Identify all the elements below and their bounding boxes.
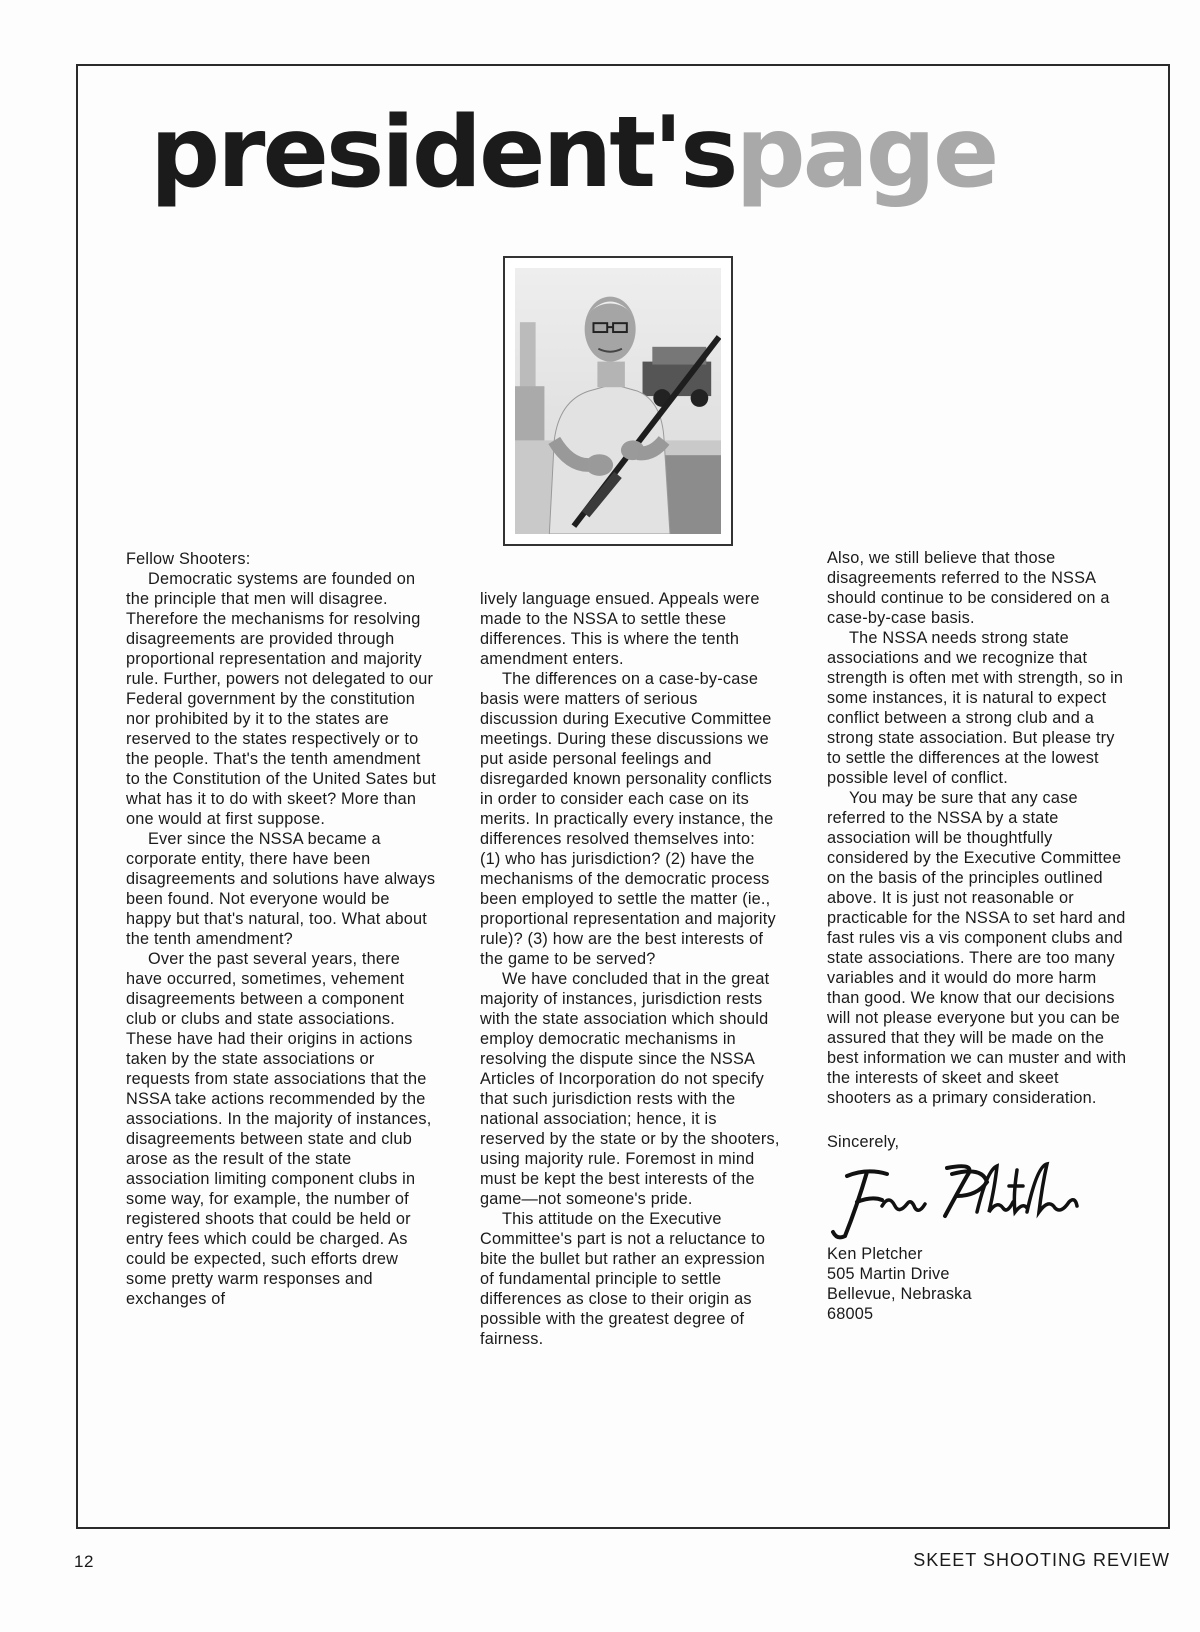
title-dark-part: president's (150, 96, 736, 210)
signer-name: Ken Pletcher (827, 1245, 923, 1263)
portrait-photo-illustration (515, 268, 721, 534)
paragraph: Over the past several years, there have occurred, sometimes, vehement disagreements between a component club or clubs and state associations. These have had their origins in actions taken by the state associations or requests from state associations that the NSSA take actions recommended by the associations. In the majority of instances, disagreements between state and club arose as the result of the state association limiting component clubs in some way, for example, the number of registered shoots that could be held or entry fees which could be charged. As could be expected, such efforts drew some pretty warm responses and exchanges of (126, 950, 432, 1308)
title-light-part: page (735, 96, 997, 210)
page-title (150, 96, 997, 210)
president-photo (503, 256, 733, 546)
page-number: 12 (74, 1552, 94, 1571)
paragraph: lively language ensued. Appeals were made to the NSSA to settle these differences. This is where the tenth amendment enters. (480, 590, 760, 668)
paragraph: Democratic systems are founded on the principle that men will disagree. Therefore the mechanisms for resolving disagreements are provided through proportional representation and majority rule. Further, powers not delegated to our Federal government by the constitution nor prohibited by it to the states are reserved to the states respectively or to the people. That's the tenth amendment to the Constitution of the United Sates but what has it to do with skeet? More than one would at first suppose. (126, 570, 436, 828)
closing: Sincerely, (827, 1133, 900, 1151)
paragraph: Also, we still believe that those disagreements referred to the NSSA should continue to be considered on a case-by-case basis. (827, 549, 1110, 627)
paragraph: We have concluded that in the great majority of instances, jurisdiction rests with the state association which should employ democratic mechanisms in resolving the dispute since the NSSA Articles of Incorporation do not specify that such jurisdiction rests with the national association; hence, it is reserved by the state or by the shooters, using majority rule. Foremost in mind must be kept the best interests of the game—not someone's pride. (480, 970, 780, 1208)
paragraph: You may be sure that any case referred to the NSSA by a state association will be thoughtfully considered by the Executive Committee on the basis of the principles outlined above. It is just not reasonable or practicable for the NSSA to set hard and fast rules vis a vis component clubs and state associations. There are too many variables and it would do more harm than good. We know that our decisions will not please everyone but you can be assured that they will be made on the best information we can muster and with the interests of skeet and skeet shooters as a primary consideration. (827, 789, 1127, 1107)
publication-name: SKEET SHOOTING REVIEW (913, 1550, 1170, 1570)
address-zip: 68005 (827, 1305, 874, 1323)
signature-block (827, 1244, 1127, 1324)
paragraph: Ever since the NSSA became a corporate entity, there have been disagreements and solutions have always been found. Not everyone would be happy but that's natural, too. What about the tenth amendment? (126, 830, 436, 948)
signature-image (827, 1156, 1087, 1242)
column-3 (827, 548, 1127, 1324)
paragraph: This attitude on the Executive Committee's part is not a reluctance to bite the bullet but rather an expression of fundamental principle to settle differences as close to their origin as possible with the greatest degree of fairness. (480, 1210, 766, 1348)
address-street: 505 Martin Drive (827, 1265, 950, 1283)
salutation: Fellow Shooters: (126, 550, 251, 568)
column-2 (480, 589, 780, 1349)
address-city: Bellevue, Nebraska (827, 1285, 972, 1303)
paragraph: The differences on a case-by-case basis were matters of serious discussion during Executive Committee meetings. During these discussions we put aside personal feelings and disregarded known personality conflicts in order to consider each case on its merits. In practically every instance, the differences resolved themselves into: (1) who has jurisdiction? (2) have the mechanisms of the democratic process been employed to settle the matter (ie., proportional representation and majority rule)? (3) how are the best interests of the game to be served? (480, 670, 776, 968)
column-1 (126, 549, 436, 1309)
paragraph: The NSSA needs strong state associations and we recognize that strength is often met with strength, so in some instances, it is natural to expect conflict between a strong club and a strong state association. But please try to settle the differences at the lowest possible level of conflict. (827, 629, 1124, 787)
